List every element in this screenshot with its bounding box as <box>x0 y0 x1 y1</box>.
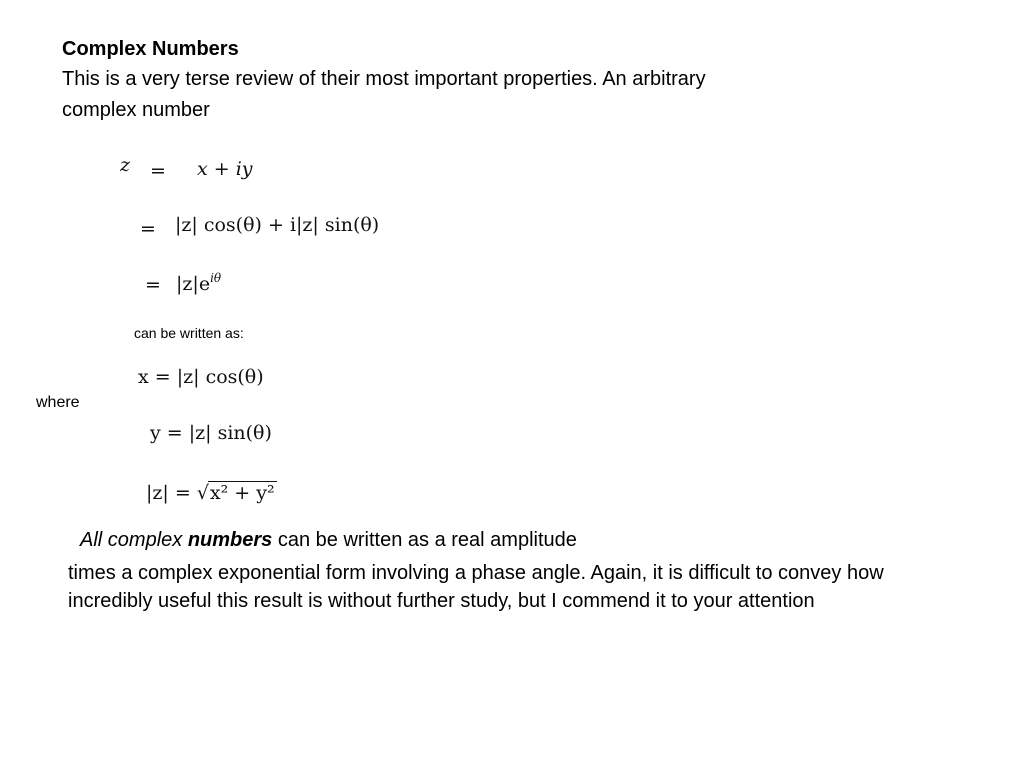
equals-sign-2: = <box>140 218 156 240</box>
modulus-lhs: |z| = <box>146 482 197 504</box>
equation-z-lhs <box>120 154 130 176</box>
closing-paragraph: times a complex exponential form involving a phase angle. Again, it is difficult to convey how incredibly useful this result is without further study, but I commend it to your attention <box>68 562 884 612</box>
intro-text: This is a very terse review of their most important properties. An arbitrary complex number <box>62 68 706 121</box>
closing-rest: can be written as a real amplitude <box>272 529 577 551</box>
closing-bold-italic: numbers <box>187 529 273 551</box>
exp-power: iθ <box>210 271 222 285</box>
closing-italic: All complex <box>80 529 188 551</box>
y-definition: y = |z| sin(θ) <box>150 422 272 444</box>
equation-line-2: |z| cos(θ) + i|z| sin(θ) <box>175 214 380 236</box>
equation-line-1: x + iy <box>197 158 253 180</box>
modulus-definition <box>146 481 277 504</box>
equals-sign-1: = <box>150 160 166 182</box>
z-variable: z <box>120 154 131 176</box>
equals-sign-3: = <box>145 274 161 296</box>
where-label: where <box>36 394 80 411</box>
radicand: x² + y² <box>209 482 275 504</box>
page-title: Complex Numbers <box>62 38 239 60</box>
closing-first-line <box>80 529 577 552</box>
can-be-written-label: can be written as: <box>134 325 244 341</box>
exp-base: |z|e <box>176 273 211 295</box>
equation-line-3 <box>176 271 221 295</box>
x-definition: x = |z| cos(θ) <box>138 366 264 388</box>
sqrt-symbol: √x² + y² <box>196 482 275 504</box>
